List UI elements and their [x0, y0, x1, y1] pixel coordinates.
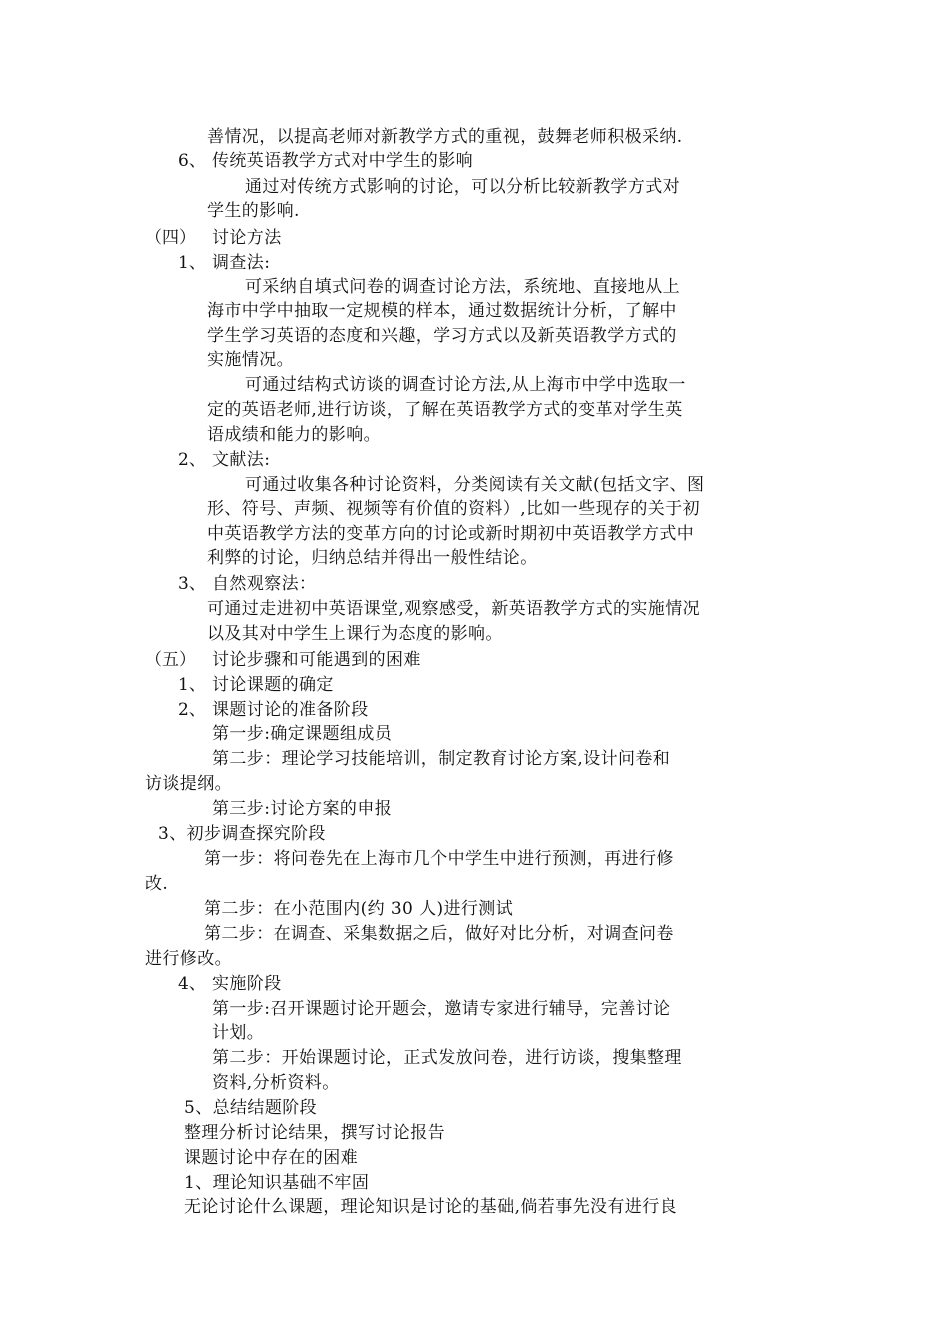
text-line: 可通过结构式访谈的调查讨论方法,从上海市中学中选取一	[245, 375, 686, 395]
list-number: 6、	[178, 151, 206, 171]
text-line: 海市中学中抽取一定规模的样本，通过数据统计分析，了解中	[207, 301, 677, 321]
list-heading: 自然观察法：	[212, 574, 317, 594]
text-line: 课题讨论中存在的困难	[184, 1148, 358, 1168]
text-line: 第三步:讨论方案的申报	[212, 799, 393, 819]
text-line: 善情况，以提高老师对新教学方式的重视，鼓舞老师积极采纳.	[207, 127, 683, 147]
text-line: 无论讨论什么课题，理论知识是讨论的基础,倘若事先没有进行良	[184, 1197, 678, 1217]
text-line: 中英语教学方法的变革方向的讨论或新时期初中英语教学方式中	[207, 524, 695, 544]
text-line: 利弊的讨论，归纳总结并得出一般性结论。	[207, 548, 538, 568]
list-number: 3、	[178, 574, 206, 594]
text-line: 第一步:召开课题讨论开题会，邀请专家进行辅导，完善讨论	[212, 999, 671, 1019]
text-line: 形、符号、声频、视频等有价值的资料）,比如一些现存的关于初	[207, 499, 701, 519]
text-line: 第二步：理论学习技能培训，制定教育讨论方案,设计问卷和	[212, 749, 671, 769]
list-heading: 5、总结结题阶段	[184, 1098, 318, 1118]
text-line: 可通过走进初中英语课堂,观察感受，新英语教学方式的实施情况	[207, 599, 701, 619]
text-line: 定的英语老师,进行访谈，了解在英语教学方式的变革对学生英	[207, 400, 683, 420]
list-heading: 调查法:	[212, 253, 271, 273]
text-line: 通过对传统方式影响的讨论，可以分析比较新教学方式对	[245, 177, 680, 197]
list-heading: 实施阶段	[212, 974, 282, 994]
list-heading: 讨论课题的确定	[212, 675, 334, 695]
text-line: 第一步：将问卷先在上海市几个中学生中进行预测，再进行修	[204, 849, 674, 869]
list-heading: 传统英语教学方式对中学生的影响	[212, 151, 473, 171]
text-line: 访谈提纲。	[145, 774, 232, 794]
text-line: 以及其对中学生上课行为态度的影响。	[207, 624, 503, 644]
list-number: 1、	[178, 253, 206, 273]
text-line: 学生的影响.	[207, 201, 300, 221]
text-line: 第二步：开始课题讨论，正式发放问卷，进行访谈，搜集整理	[212, 1048, 682, 1068]
list-number: 1、	[178, 675, 206, 695]
text-line: 语成绩和能力的影响。	[207, 425, 381, 445]
text-line: 改.	[145, 874, 169, 894]
list-heading: 1、理论知识基础不牢固	[184, 1173, 370, 1193]
text-line: 第二步：在小范围内(约 30 人)进行测试	[204, 899, 514, 919]
list-heading: 课题讨论的准备阶段	[212, 700, 369, 720]
text-line: 可采纳自填式问卷的调查讨论方法，系统地、直接地从上	[245, 277, 680, 297]
section-heading: 讨论方法	[212, 228, 282, 248]
text-line: 资料,分析资料。	[212, 1073, 340, 1093]
list-heading: 文献法:	[212, 450, 271, 470]
text-line: 实施情况。	[207, 350, 294, 370]
list-number: 2、	[178, 700, 206, 720]
text-line: 第一步:确定课题组成员	[212, 724, 393, 744]
text-line: 第二步：在调查、采集数据之后，做好对比分析，对调查问卷	[204, 924, 674, 944]
section-number: （五）	[145, 650, 196, 670]
text-line: 整理分析讨论结果，撰写讨论报告	[184, 1123, 445, 1143]
list-number: 4、	[178, 974, 206, 994]
list-number: 2、	[178, 450, 206, 470]
section-heading: 讨论步骤和可能遇到的困难	[212, 650, 421, 670]
text-line: 计划。	[212, 1023, 265, 1043]
text-line: 学生学习英语的态度和兴趣，学习方式以及新英语教学方式的	[207, 326, 677, 346]
list-heading: 3、初步调查探究阶段	[158, 824, 326, 844]
text-line: 可通过收集各种讨论资料，分类阅读有关文献(包括文字、图	[245, 475, 705, 495]
text-line: 进行修改。	[145, 949, 232, 969]
section-number: （四）	[145, 228, 196, 248]
